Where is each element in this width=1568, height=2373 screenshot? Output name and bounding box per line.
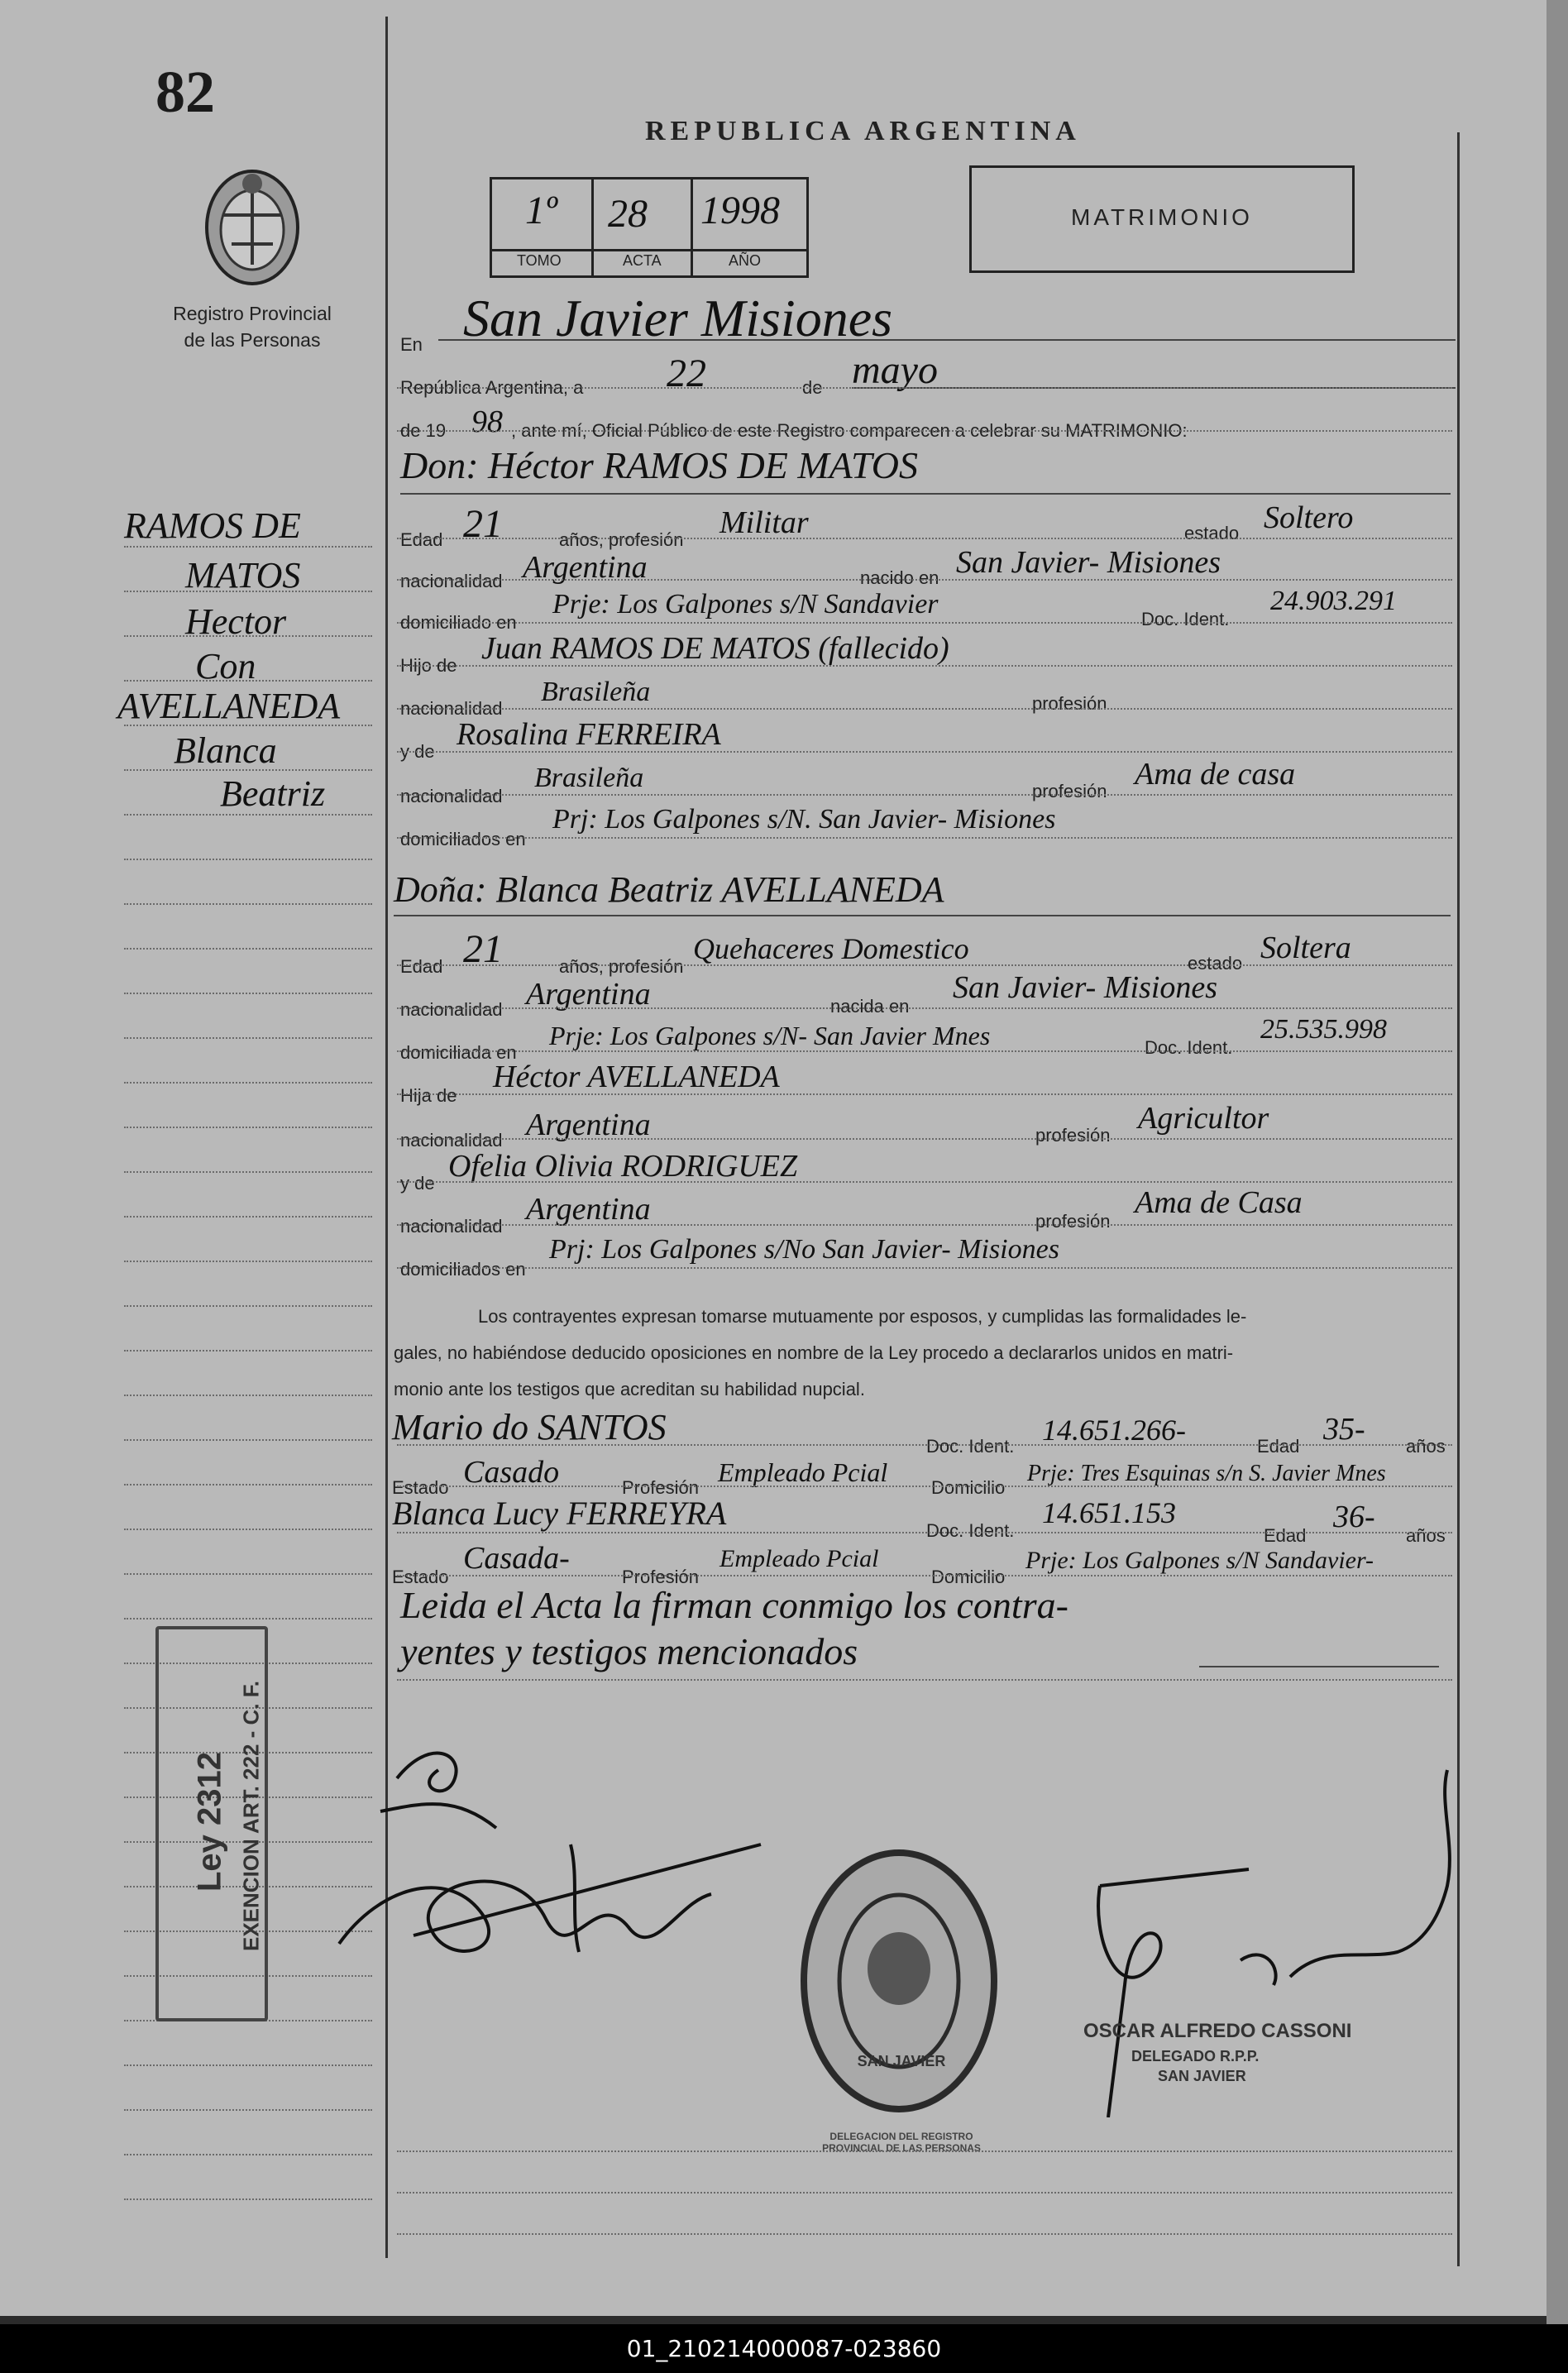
margin-ruled-line [124,948,372,951]
witness1-anos-label: años [1406,1436,1446,1457]
exemption-stamp-law: Ley 2312 [191,1751,228,1892]
book-edge [1546,0,1568,2324]
groom-nacionalidad-label: nacionalidad [400,571,503,591]
witness2-profesion: Empleado Pcial [719,1545,879,1572]
bride-hija-label: Hija de [400,1085,457,1106]
form-ruled-line [397,1575,1452,1578]
groom-padre-nac-label: nacionalidad [400,698,503,719]
form-ruled-line [397,794,1452,797]
margin-note-line: Hector [185,601,287,642]
record-type-box [969,165,1355,273]
form-ruled-line [397,430,1452,433]
groom-doc: 24.903.291 [1270,586,1397,616]
form-ruled-line [397,1444,1452,1447]
witness1-edad: 35- [1323,1412,1365,1447]
margin-note-line: Beatriz [220,773,326,814]
margin-note-line: MATOS [185,555,301,596]
bride-y-de-label: y de [400,1173,435,1194]
groom-edad: 21 [463,502,503,546]
margin-ruled-line [124,546,372,549]
form-ruled-line [397,387,1452,390]
form-ruled-line [397,1679,1452,1682]
margin-ruled-line [124,1618,372,1621]
form-ruled-line [397,1532,1452,1535]
bride-madre-nac: Argentina [526,1192,651,1227]
record-type: MATRIMONIO [1071,204,1253,230]
form-ruled-line [397,1224,1452,1227]
groom-madre-nac-label: nacionalidad [400,786,503,806]
margin-ruled-line [124,725,372,728]
month-value: mayo [852,348,938,392]
form-ruled-line [397,1138,1452,1141]
groom-estado-label: estado [1184,523,1240,543]
officer-place: SAN JAVIER [1158,2068,1246,2084]
bride-madre-prof: Ama de Casa [1135,1185,1303,1220]
page-number: 82 [155,59,215,125]
groom-edad-label: Edad [400,529,443,550]
groom-profesion: Militar [719,505,809,540]
groom-nacionalidad: Argentina [523,550,648,585]
groom-madre-prof-label: profesión [1032,781,1107,801]
margin-ruled-line [124,769,372,773]
margin-ruled-line [124,591,372,594]
republica-label: República Argentina, a [400,377,584,398]
bride-domiciliada-label: domiciliada en [400,1042,517,1063]
margin-ruled-line [124,1261,372,1264]
signatures [331,1720,777,1993]
form-ruled-line [397,2192,1452,2195]
bride-domicilio: Prje: Los Galpones s/N- San Javier Mnes [549,1021,991,1050]
groom-padre-nac: Brasileña [541,677,651,707]
footer-id: 01_210214000087-023860 [0,2324,1568,2373]
declaration-line: gales, no habiéndose deducido oposiciones en nombre de la Ley procedo a declararlos unidos en matri- [394,1342,1234,1363]
margin-ruled-line [124,1082,372,1085]
closing-line1: Leida el Acta la firman conmigo los contra- [400,1584,1068,1626]
groom-nacido: San Javier- Misiones [956,545,1221,580]
witness1-domicilio: Prje: Tres Esquinas s/n S. Javier Mnes [1027,1461,1386,1486]
witness2-name: Blanca Lucy FERREYRA [392,1495,727,1532]
margin-note-line: Blanca [174,730,277,771]
margin-ruled-line [124,2064,372,2068]
groom-nacido-label: nacido en [860,567,939,588]
witness2-domicilio: Prje: Los Galpones s/N Sandavier- [1025,1547,1374,1574]
bride-madre: Ofelia Olivia RODRIGUEZ [448,1149,798,1184]
form-ruled-line [397,964,1452,968]
acta-value: 28 [608,192,648,236]
bride-padre-prof-label: profesión [1035,1125,1111,1146]
ano-label: AÑO [729,252,762,269]
groom-doc-label: Doc. Ident. [1141,609,1230,629]
witness2-anos-label: años [1406,1525,1446,1546]
form-ruled-line [397,1050,1452,1054]
officer-role: DELEGADO R.P.P. [1131,2048,1260,2064]
margin-ruled-line [124,814,372,817]
groom-y-de-label: y de [400,741,435,762]
form-ruled-line [397,2151,1452,2154]
bride-doc: 25.535.998 [1260,1014,1387,1045]
bride-edad: 21 [463,927,503,971]
bride-padre-prof: Agricultor [1138,1101,1269,1136]
witness2-doc: 14.651.153 [1042,1496,1176,1529]
bride-padres-domicilio: Prj: Los Galpones s/No San Javier- Misiones [549,1234,1059,1265]
margin-ruled-line [124,2109,372,2112]
officer-name: OSCAR ALFREDO CASSONI [1083,2020,1352,2042]
exemption-stamp [155,1626,268,2021]
groom-anos-profesion-label: años, profesión [559,529,684,550]
groom-padres-domicilio: Prj: Los Galpones s/N. San Javier- Misiones [552,804,1056,835]
margin-note-line: RAMOS DE [124,505,301,546]
coat-of-arms-icon [198,165,306,289]
bride-nacionalidad-label: nacionalidad [400,999,503,1020]
year-suffix: 98 [471,404,503,439]
registry-name-line2: de las Personas [184,329,321,351]
bride-domiciliados-label: domiciliados en [400,1259,526,1280]
margin-ruled-line [124,1350,372,1353]
margin-ruled-line [124,1127,372,1130]
margin-ruled-line [124,1395,372,1398]
bride-estado: Soltera [1260,931,1351,965]
witness2-estado: Casada- [463,1541,570,1576]
tomo-value: 1º [525,189,557,232]
witness1-profesion-label: Profesión [622,1477,699,1498]
registry-seal [796,1844,1002,2117]
groom-madre-prof: Ama de casa [1135,757,1296,792]
margin-ruled-line [124,680,372,683]
form-ruled-line [397,538,1452,541]
registry-name-line1: Registro Provincial [173,303,332,324]
bride-anos-profesion-label: años, profesión [559,956,684,977]
margin-ruled-line [124,635,372,639]
declaration-line: Los contrayentes expresan tomarse mutuamente por esposos, y cumplidas las formalidades le- [478,1306,1247,1327]
witness1-estado-label: Estado [392,1477,449,1498]
form-ruled-line [397,1267,1452,1270]
bride-padre: Héctor AVELLANEDA [493,1060,780,1094]
bride-edad-label: Edad [400,956,443,977]
witness1-profesion: Empleado Pcial [718,1457,888,1487]
en-label: En [400,334,423,355]
witness2-profesion-label: Profesión [622,1567,699,1587]
groom-padre: Juan RAMOS DE MATOS (fallecido) [481,631,949,666]
bride-padre-nac: Argentina [526,1108,651,1142]
declaration-line: monio ante los testigos que acreditan su habilidad nupcial. [394,1379,865,1399]
bride-nacida: San Javier- Misiones [953,970,1218,1005]
groom-domicilio: Prje: Los Galpones s/N Sandavier [552,589,939,620]
de-label: de [802,377,823,398]
groom-estado: Soltero [1264,500,1354,535]
bride-nacionalidad: Argentina [526,977,651,1012]
margin-ruled-line [124,903,372,907]
margin-note-line: AVELLANEDA [117,686,341,726]
closing-line2: yentes y testigos mencionados [400,1630,858,1672]
form-ruled-line [397,1181,1452,1184]
form-ruled-line [397,1486,1452,1489]
margin-ruled-line [124,1305,372,1308]
witness2-doc-label: Doc. Ident. [926,1520,1015,1541]
form-ruled-line [397,2233,1452,2237]
margin-ruled-line [124,1171,372,1175]
bride-madre-prof-label: profesión [1035,1211,1111,1232]
margin-ruled-line [124,1573,372,1576]
form-ruled-line [397,837,1452,840]
exemption-stamp-article: EXENCION ART. 222 - C. F. [238,1681,264,1951]
form-ruled-line [397,708,1452,711]
form-ruled-line [397,1007,1452,1011]
tomo-label: TOMO [517,252,562,269]
country-title: REPUBLICA ARGENTINA [645,116,1081,146]
witness1-name: Mario do SANTOS [392,1407,667,1447]
registry-seal-inner-text: SAN JAVIER [857,2053,946,2069]
groom-domiciliados-label: domiciliados en [400,829,526,849]
margin-ruled-line [124,859,372,862]
bride-madre-nac-label: nacionalidad [400,1216,503,1237]
margin-ruled-line [124,1216,372,1219]
groom-madre: Rosalina FERREIRA [457,717,721,752]
witness1-edad-label: Edad [1257,1436,1300,1457]
acta-label: ACTA [623,252,662,269]
groom-title: Don: Héctor RAMOS DE MATOS [400,444,919,486]
margin-ruled-line [124,2154,372,2157]
bride-doc-label: Doc. Ident. [1145,1037,1233,1058]
margin-ruled-line [124,2198,372,2202]
groom-padre-prof-label: profesión [1032,693,1107,714]
bride-padre-nac-label: nacionalidad [400,1130,503,1151]
form-ruled-line [397,622,1452,625]
record-box [490,177,809,278]
groom-madre-nac: Brasileña [534,763,644,793]
witness1-domicilio-label: Domicilio [931,1477,1006,1498]
witness2-edad-label: Edad [1264,1525,1307,1546]
witness1-doc: 14.651.266- [1042,1414,1186,1447]
witness1-doc-label: Doc. Ident. [926,1436,1015,1457]
witness2-domicilio-label: Domicilio [931,1567,1006,1587]
day-value: 22 [667,352,706,395]
registry-seal-outer-text: DELEGACION DEL REGISTRO PROVINCIAL DE LAS PERSONAS [822,2131,981,2154]
form-ruled-line [397,665,1452,668]
bride-estado-label: estado [1188,953,1243,974]
margin-ruled-line [124,1439,372,1442]
form-ruled-line [397,1093,1452,1097]
margin-ruled-line [124,1529,372,1532]
declaration-paragraph [394,1299,1452,1408]
groom-domiciliado-label: domiciliado en [400,612,517,633]
place-value: San Javier Misiones [463,289,892,347]
form-ruled-line [397,751,1452,754]
margin-ruled-line [124,1037,372,1041]
margin-ruled-line [124,993,372,996]
bride-profesion: Quehaceres Domestico [693,932,969,965]
ano-value: 1998 [700,189,780,232]
witness2-edad: 36- [1333,1500,1375,1534]
margin-note-line: Con [195,646,256,687]
bride-title: Doña: Blanca Beatriz AVELLANEDA [394,869,944,910]
year-prefix: de 19 [400,420,447,441]
witness2-estado-label: Estado [392,1567,449,1587]
intro-text: , ante mí, Oficial Público de este Registro comparecen a celebrar su MATRIMONIO: [511,420,1188,441]
form-ruled-line [397,579,1452,582]
witness1-estado: Casado [463,1455,560,1490]
groom-hijo-label: Hijo de [400,655,457,676]
bride-nacida-label: nacida en [830,996,910,1017]
margin-ruled-line [124,1484,372,1487]
